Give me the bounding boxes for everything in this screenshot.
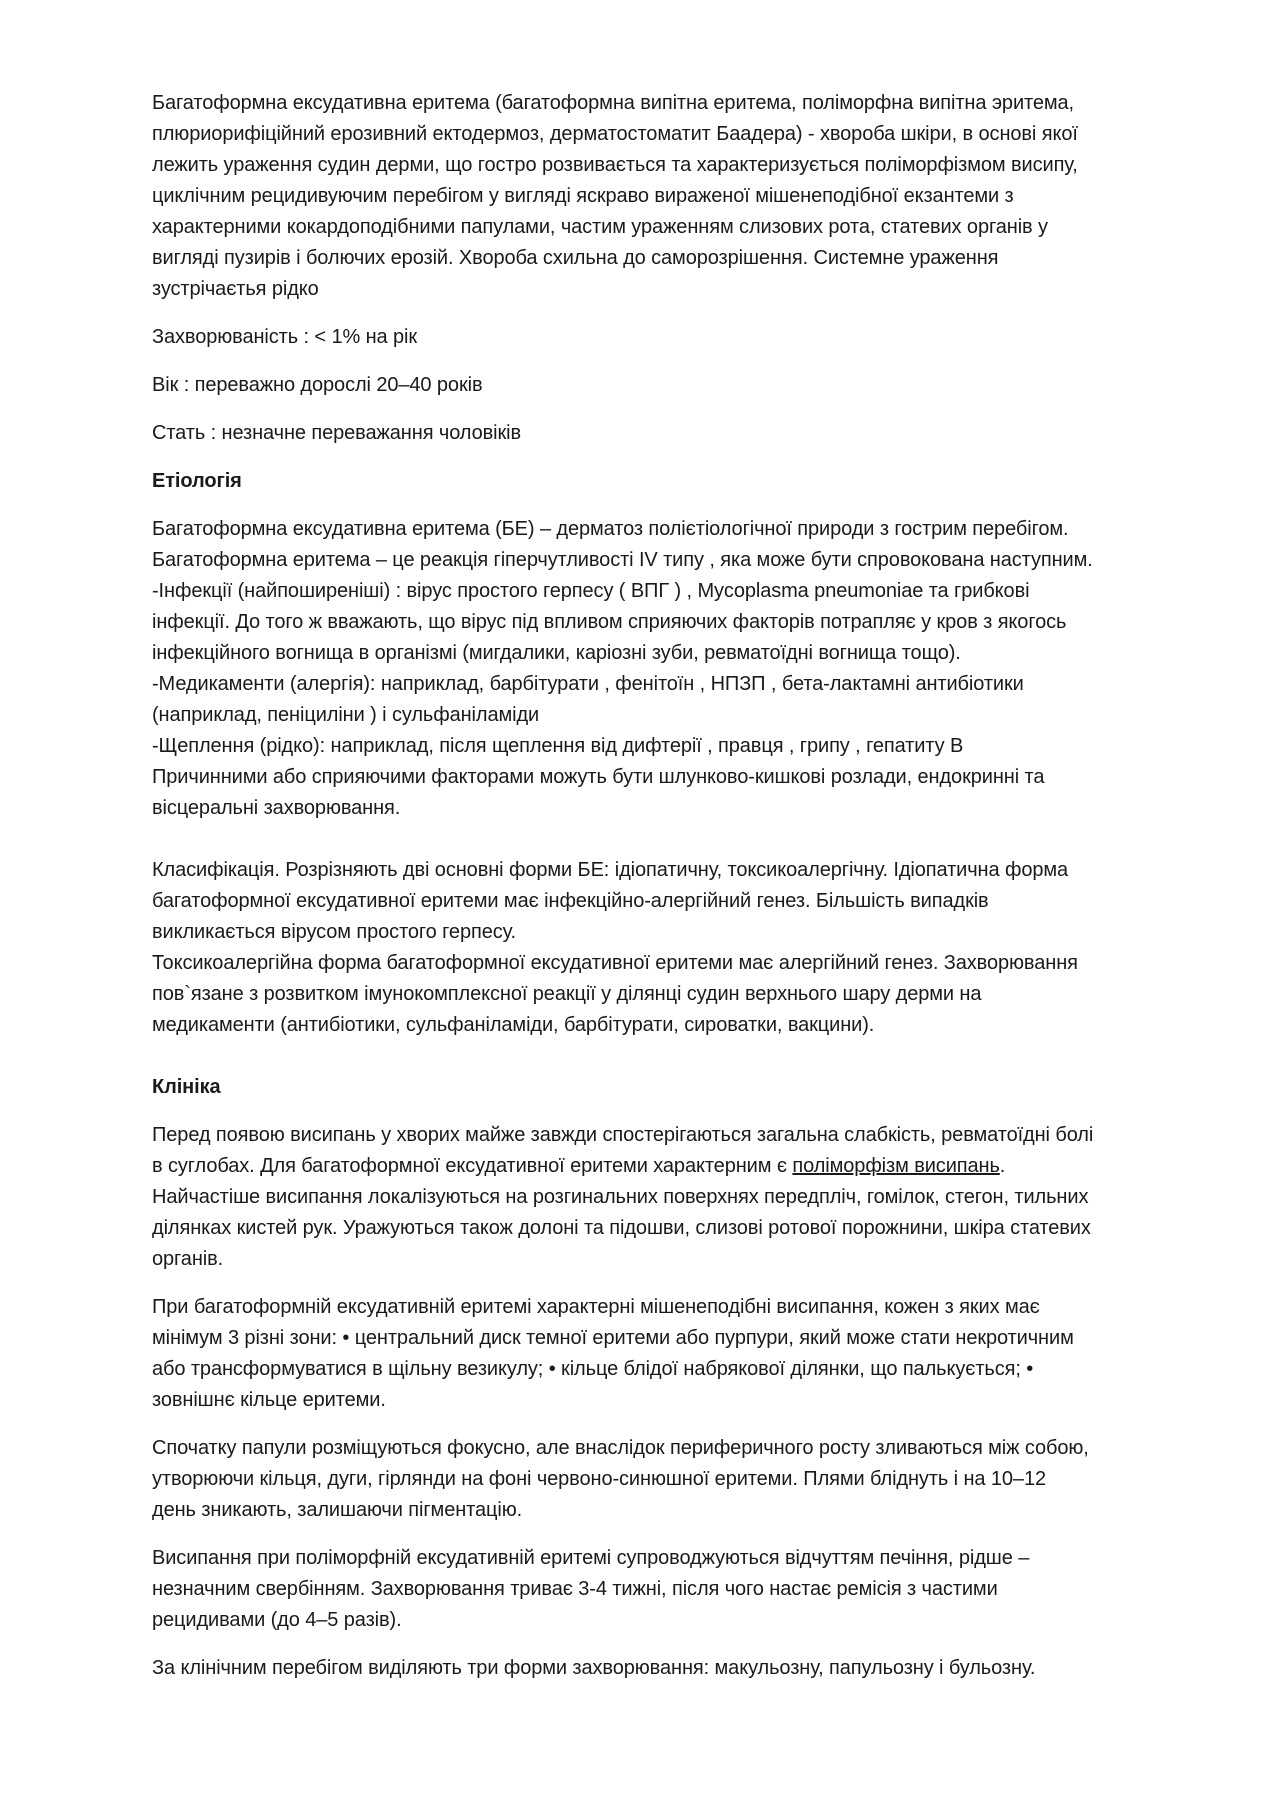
text-line: Причинними або сприяючими факторами можуть бути шлунково-кишкові розлади, ендокринні та [152, 766, 1045, 788]
etiology-paragraph [152, 514, 1202, 1103]
clinic-paragraph-5 [152, 1653, 1202, 1684]
text-line: Багатоформна еритема – це реакція гіперчутливості IV типу , яка може бути спровокована наступним. [152, 549, 1093, 571]
sex-fact [152, 418, 1202, 449]
text-line: утворюючи кільця, дуги, гірлянди на фоні червоно-синюшної еритеми. Плями блідн​уть і на 10–12 [152, 1468, 1047, 1490]
blank-line [152, 1041, 1202, 1072]
clinic-paragraph-3 [152, 1433, 1202, 1526]
text-line: -Щеплення (рідко): наприклад, після щеплення від дифтерії , правця , грипу , гепатиту В [152, 735, 964, 757]
text-line: день зникають, залишаючи пігментацію. [152, 1499, 523, 1521]
text-line: вісцеральні захворювання. [152, 797, 401, 819]
age-text: Вік : переважно дорослі 20–40 років [152, 374, 483, 396]
etiology-heading-text: Етіологія [152, 470, 242, 492]
clinic-paragraph-2 [152, 1292, 1202, 1416]
intro-paragraph [152, 88, 1202, 305]
text-line: Багатоформна ексудативна еритема (багатоформна випітна еритема, поліморфна випітна эритема, [152, 92, 1075, 114]
text-line: викликається вірусом простого герпесу. [152, 921, 516, 943]
document-body [152, 88, 1202, 1701]
text-line: Висипання при поліморфній ексудативній еритемі супроводжуються відчуттям печіння, рідше – [152, 1547, 1030, 1569]
clinic-paragraph-4 [152, 1543, 1202, 1636]
text-line: (наприклад, пеніциліни ) і сульфаніламіди [152, 704, 540, 726]
text-fragment: в суглобах. Для багатоформної ексудативної еритеми характерним є [152, 1155, 793, 1177]
text-line: ділянках кистей рук. Уражуються також долоні та підошви, слизові ротової порожнини, шкіра статевих [152, 1217, 1091, 1239]
text-line: інфекційного вогнища в організмі (мигдалики, каріозні зуби, ревматоїдні вогнища тощо). [152, 642, 961, 664]
text-line: або трансформуватися в щільну везикулу; • кільце блідої набрякової ділянки, що палькується; • [152, 1358, 1034, 1380]
text-line: мінімум 3 різні зони: • центральний диск темної еритеми або пурпури, який може стати некротичним [152, 1327, 1074, 1349]
text-line: -Інфекції (найпоширеніші) : вірус простого герпесу ( ВПГ ) , Mycoplasma pneumoniae та грибкові [152, 580, 1030, 602]
text-line: зустрічаєтья рідко [152, 278, 319, 300]
text-line: інфекції. До того ж вважають, що вірус під впливом сприяючих факторів потрапляє у кров з якогось [152, 611, 1067, 633]
text-line: плюриорифіційний ерозивний ектодермоз, дерматостоматит Баадера) - хвороба шкіри, в основі якої [152, 123, 1078, 145]
text-line: Багатоформна ексудативна еритема (БЕ) – дерматоз полієтіологічної природи з гострим перебігом. [152, 518, 1069, 540]
text-line: органів. [152, 1248, 224, 1270]
text-line: Класифікація. Розрізняють дві основні форми БЕ: ідіопатичну, токсикоалергічну. Ідіопатична форма [152, 859, 1069, 881]
clinic-paragraph-1 [152, 1120, 1202, 1275]
clinic-heading: Клініка [152, 1076, 221, 1098]
text-line: характерними кокардоподібними папулами, частим ураженням слизових рота, статевих органів у [152, 216, 1048, 238]
text-line: Найчастіше висипання локалізуються на розгинальних поверхнях передпліч, гомілок, стегон, тильних [152, 1186, 1089, 1208]
text-line: -Медикаменти (алергія): наприклад, барбітурати , фенітоїн , НПЗП , бета-лактамні антибіотики [152, 673, 1024, 695]
text-line: Спочатку папули розміщуються фокусно, але внаслідок периферичного росту зливаються між собою, [152, 1437, 1089, 1459]
age-fact [152, 370, 1202, 401]
incidence-fact [152, 322, 1202, 353]
text-line: Перед появою висипань у хворих майже завжди спостерігаються загальна слабкість, ревматоїдні болі [152, 1124, 1094, 1146]
text-line: Токсикоалергійна форма багатоформної ексудативної еритеми має алергійний генез. Захворювання [152, 952, 1078, 974]
incidence-text: Захворюваність : < 1% на рік [152, 326, 418, 348]
text-fragment: . [999, 1155, 1006, 1177]
text-line: лежить ураження судин дерми, що гостро розвивається та характеризується поліморфізмом висипу, [152, 154, 1078, 176]
text-line: рецидивами (до 4–5 разів). [152, 1609, 402, 1631]
polymorphism-link[interactable]: поліморфізм висипань [792, 1155, 1000, 1177]
text-line: медикаменти (антибіотики, сульфаніламіди, барбітурати, сироватки, вакцини). [152, 1014, 875, 1036]
sex-text: Стать : незначне переважання чоловіків [152, 422, 521, 444]
blank-line [152, 824, 1202, 855]
text-line: За клінічним перебігом виділяють три форми захворювання: макульозну, папульозну і бульозну. [152, 1657, 1036, 1679]
text-line: пов`язане з розвитком імунокомплексної реакції у ділянці судин верхнього шару дерми на [152, 983, 982, 1005]
text-line: незначним свербінням. Захворювання триває 3-4 тижні, після чого настає ремісія з частими [152, 1578, 998, 1600]
text-line: вигляді пузирів і болючих ерозій. Хвороба схильна до саморозрішення. Системне ураження [152, 247, 999, 269]
text-line: циклічним рецидивуючим перебігом у вигляді яскраво вираженої мішенеподібної екзантеми з [152, 185, 1014, 207]
etiology-heading [152, 466, 1202, 497]
text-line [152, 1151, 1202, 1182]
text-line: При багатоформній ексудативній еритемі характерні мішенеподібні висипання, кожен з яких має [152, 1296, 1040, 1318]
text-line: багатоформної ексудативної еритеми має інфекційно-алергійний генез. Більшість випадків [152, 890, 989, 912]
text-line: зовнішнє кільце еритеми. [152, 1389, 386, 1411]
